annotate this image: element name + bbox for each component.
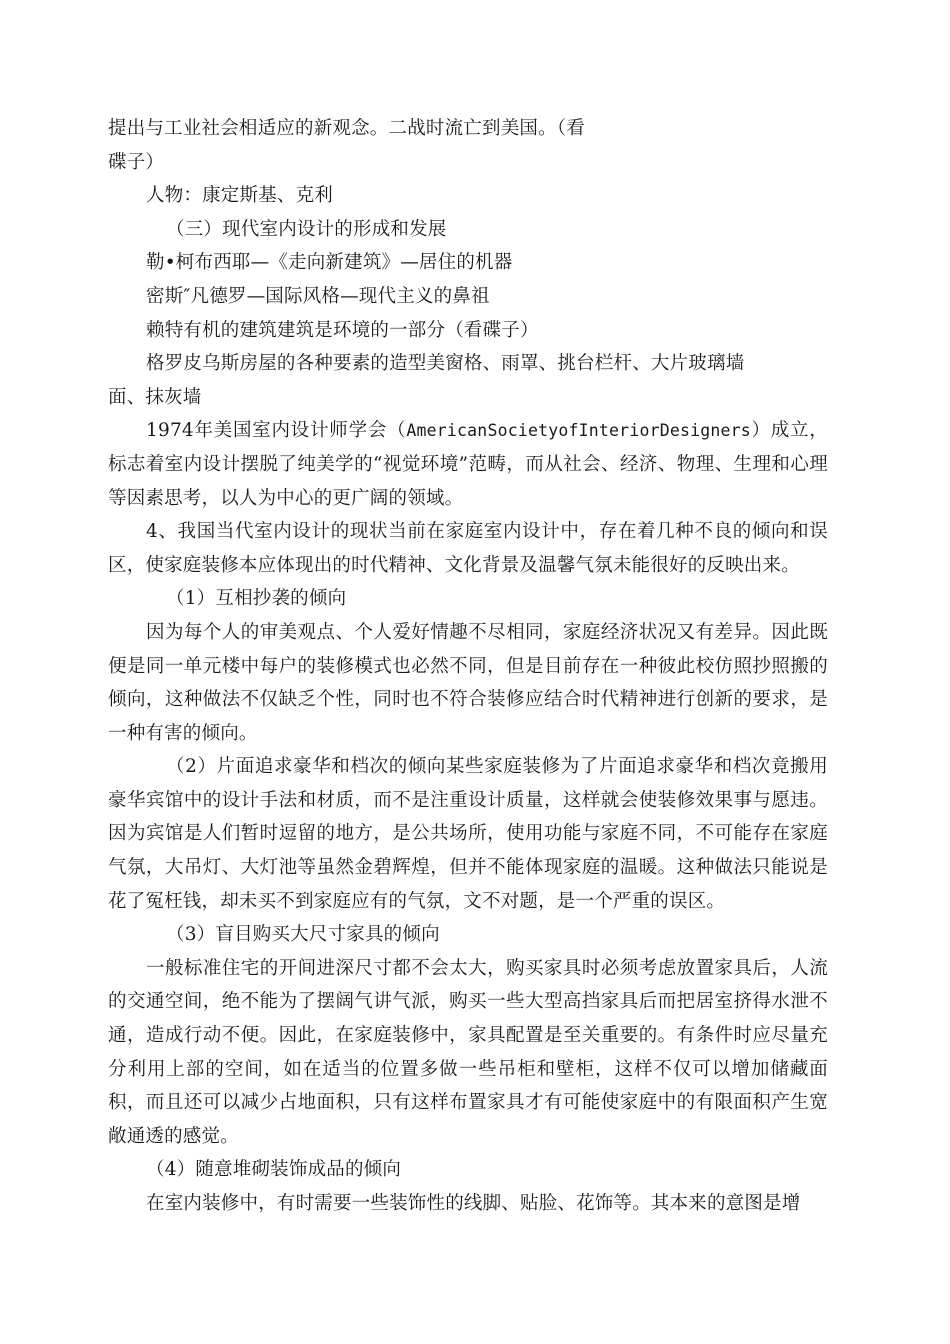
paragraph-text: 年美国室内设计师学会（ bbox=[193, 420, 407, 442]
text-line: 密斯″凡德罗—国际风格—现代主义的鼻祖 bbox=[146, 285, 490, 307]
paragraph-decoration: 在室内装修中，有时需要一些装饰性的线脚、贴脸、花饰等。其本来的意图是增 bbox=[146, 1193, 801, 1214]
text-line: 勒•柯布西耶—《走向新建筑》—居住的机器 bbox=[146, 252, 513, 274]
year-text: 1974 bbox=[146, 420, 194, 442]
text-line: 面、抹灰墙 bbox=[108, 386, 202, 408]
text-line: 人物：康定斯基、克利 bbox=[146, 185, 334, 207]
paragraph-copying: 因为每个人的审美观点、个人爱好情趣不尽相同，家庭经济状况又有差异。因此既便是同一单元楼中每户的装修模式也必然不同，但是目前存在一种彼此校仿照抄照搬的倾向，这种做法不仅缺乏个性，同时也不符合装修应结合时代精神进行创新的要求，是一种有害的倾向。 bbox=[108, 621, 828, 744]
paragraph-current-status: 4、我国当代室内设计的现状当前在家庭室内设计中，存在着几种不良的倾向和误区，使家庭装修本应体现出的时代精神、文化背景及温馨气氛未能很好的反映出来。 bbox=[108, 521, 828, 576]
text-line: 碟子） bbox=[108, 151, 165, 173]
text-line: 提出与工业社会相适应的新观念。二战时流亡到美国。（看 bbox=[108, 118, 585, 139]
organization-name: AmericanSocietyofInteriorDesigners bbox=[406, 421, 751, 441]
subheading-copying: （1）互相抄袭的倾向 bbox=[166, 588, 347, 610]
text-line: 格罗皮乌斯房屋的各种要素的造型美窗格、雨罩、挑台栏杆、大片玻璃墙 bbox=[146, 353, 745, 375]
subheading-furniture: （3）盲目购买大尺寸家具的倾向 bbox=[166, 924, 440, 946]
paragraph-text: ）成立，标志着室内设计摆脱了纯美学的“视觉环境”范畴，而从社会、经济、物理、生理和心理等因素思考，以人为中心的更广阔的领域。 bbox=[108, 420, 828, 509]
text-line: 赖特有机的建筑建筑是环境的一部分（看碟子） bbox=[146, 319, 539, 341]
subheading-decoration: （4）随意堆砌装饰成品的倾向 bbox=[146, 1159, 402, 1181]
paragraph-asid bbox=[108, 414, 828, 515]
paragraph-luxury: （2）片面追求豪华和档次的倾向某些家庭装修为了片面追求豪华和档次竟搬用豪华宾馆中的设计手法和材质，而不是注重设计质量，这样就会使装修效果事与愿违。因为宾馆是人们暂时逗留的地方，是公共场所，使用功能与家庭不同，不可能存在家庭气氛，大吊灯、大灯池等虽然金碧辉煌，但并不能体现家庭的温暖。这种做法只能说是花了冤枉钱，却未买不到家庭应有的气氛，文不对题，是一个严重的误区。 bbox=[108, 756, 828, 912]
document-page bbox=[108, 112, 828, 1221]
paragraph-furniture: 一般标准住宅的开间进深尺寸都不会太大，购买家具时必须考虑放置家具后，人流的交通空间，绝不能为了摆阔气讲气派，购买一些大型高挡家具后而把居室挤得水泄不通，造成行动不便。因此，在家庭装修中，家具配置是至关重要的。有条件时应尽量充分利用上部的空间，如在适当的位置多做一些吊柜和壁柜，这样不仅可以增加储藏面积，而且还可以减少占地面积，只有这样布置家具才有可能使家庭中的有限面积产生宽敞通透的感觉。 bbox=[108, 957, 828, 1147]
section-heading: （三）现代室内设计的形成和发展 bbox=[166, 218, 447, 240]
